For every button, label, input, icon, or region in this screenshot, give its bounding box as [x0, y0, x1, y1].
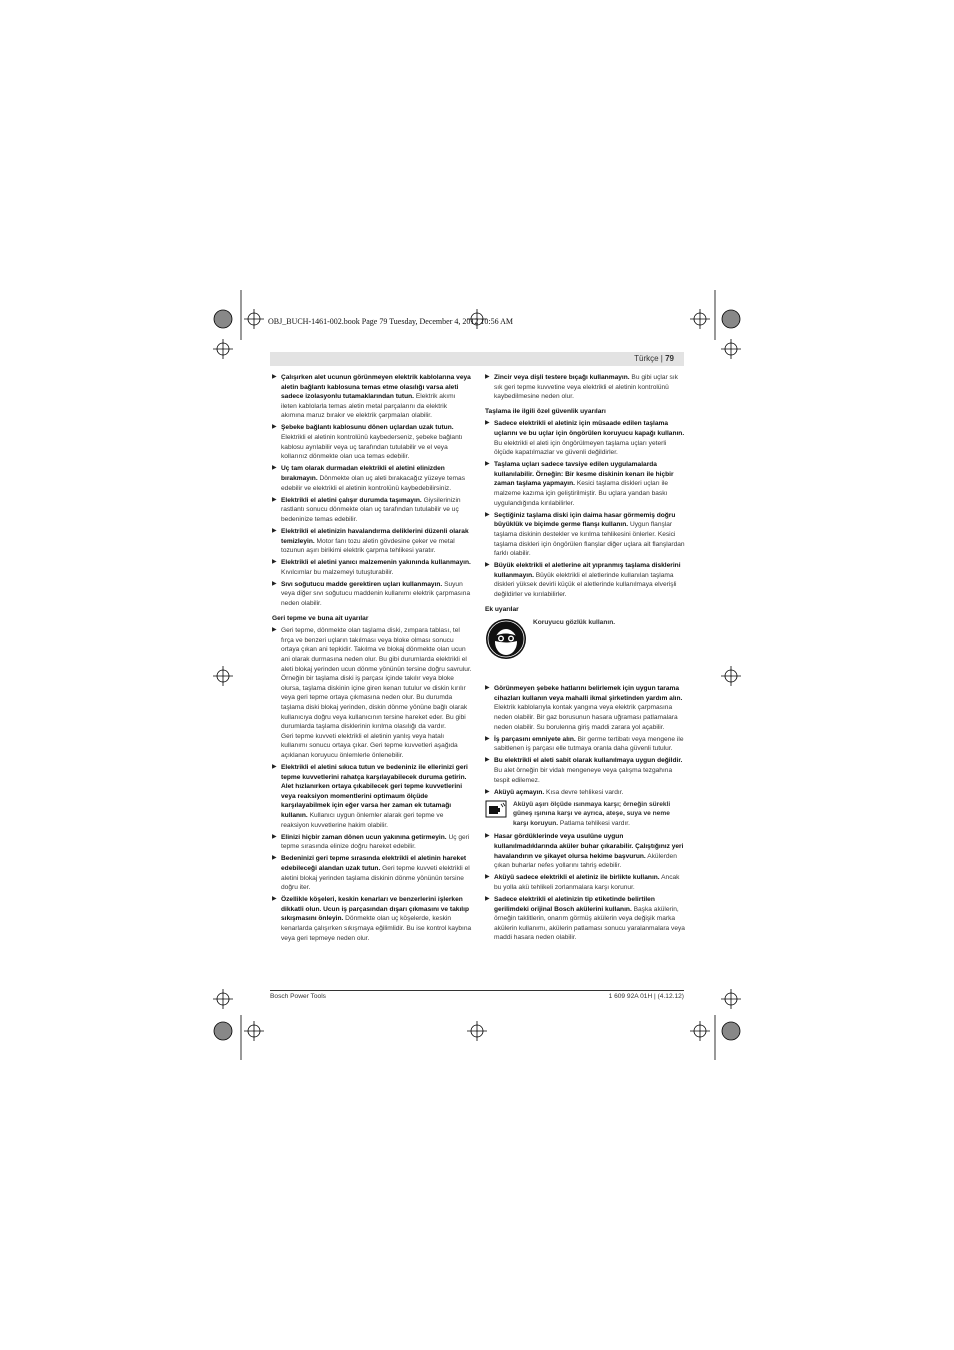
right-column: [485, 373, 685, 946]
list-item: ▶ Elinizi hiçbir zaman dönen ucun yakınına getirmeyin. Uç geri tepme sırasında elinize doğru hareket edebilir.: [272, 833, 470, 851]
list-item: ▶ Aküyü sadece elektrikli el aletiniz ile birlikte kullanın. Ancak bu yolla akü tehlikeli zorlanmalara karşı korunur.: [485, 874, 680, 891]
left-column: [272, 373, 472, 946]
page-header-label: Türkçe | 79: [634, 354, 674, 363]
list-item: ▶ Zincir veya dişli testere bıçağı kullanmayın. Bu gibi uçlar sık sık geri tepme kuvvetine veya elektrikli el aletinin kontrolünü kaybedilmesine neden olur.: [485, 374, 678, 401]
list-item: ▶ Bu elektrikli el aleti sabit olarak kullanılmaya uygun değildir. Bu alet örneğin bir vidalı mengeneye veya çalışma tezgahına tespit edilemez.: [485, 757, 683, 784]
list-item: ▶ Sadece elektrikli el aletinizin tip etiketinde belirtilen gerilimdeki orijinal Bosch akülerini kullanın. Başka akülerin, örneğin taklitlerin, onarım görmüş akülerin veya değişik marka akülerin kullanımı, akülerin patlaması sonucu yaralanmalara veya maddi hasara neden olabilir.: [485, 896, 685, 942]
list-item: ▶ Çalışırken alet ucunun görünmeyen elektrik kablolarına veya aletin bağlantı kablosuna temas etme olasılığı varsa aleti sadece izolasyonlu tutamaklarından tutun. Elektrik akımı ileten kablolarla temas aletin metal parçalarını da elektrik akımına maruz bırakır ve elektrik çarpmaları olabilir.: [272, 374, 471, 420]
page-number: 79: [665, 354, 674, 363]
paragraph: Geri tepme, dönmekte olan taşlama diski, zımpara tablası, tel fırça ve benzeri uçların takılması veya bloke olması sonucu ortaya çıkan ani tepkidir. Takılma ve blokaj dönmekte olan ucun ani olarak durmasına neden olur. Bu gibi durumlarda elektrikli el aleti blokaj yerinden ucun dönme yönünün tersine doğru savrulur.: [281, 627, 472, 673]
list-item: ▶ Uç tam olarak durmadan elektrikli el aletini elinizden bırakmayın. Dönmekte olan uç aleti bırakacağız yüzeye temas edebilir ve elektrikli el aletinin kontrolünü kaybedebilirsiniz.: [272, 465, 465, 492]
list-item: ▶ İş parçasını emniyete alın. Bir germe tertibatı veya mengene ile sabitlenen iş parçası elle tutmaya oranla daha güvenli tutulur.: [485, 735, 684, 753]
battery-heat-warning-icon: [485, 800, 507, 818]
list-item: ▶ Aküyü açmayın. Kısa devre tehlikesi vardır.: [485, 788, 624, 796]
list-item: ▶ Seçtiğiniz taşlama diski için daima hasar görmemiş doğru büyüklük ve biçimde germe flanşı kullanın. Uygun flanşlar taşlama diskinin destekler ve kırılma tehlikesini önlerler. Kesici taşlama diskleri için öngörülen flanşlar diğer uçlara ait flanşlardan farklı olabilir.: [485, 511, 685, 558]
battery-note-text: Aküyü aşırı ölçüde ısınmaya karşı; örneğin sürekli güneş ışınına karşı ve ayrıca, ateşe, suya ve neme karşı koruyun. Patlama tehlikesi vardır.: [513, 800, 671, 827]
section-heading: Taşlama ile ilgili özel güvenlik uyarıları: [485, 407, 606, 415]
list-item: ▶ Görünmeyen şebeke hatlarını belirlemek için uygun tarama cihazları kullanın veya mahalli ikmal şirketinden yardım alın. Elektrik kablolarıyla kontak yangına veya elektrik çarpmasına neden olabilir. Bir gaz borusunun hasara uğraması patlamalara neden olabilir. Su borulenna giriş maddi zarara yol açabilir.: [485, 685, 683, 731]
footer-divider: [270, 990, 684, 991]
list-item: ▶ Hasar gördüklerinde veya usulüne uygun kullanılmadıklarında aküler buhar çıkarabilir. Çalıştığınız yeri havalandırın ve şikayet olursa hekime başvurun. Akülerden çıkan buharlar nefes yollarını tahriş edebilir.: [485, 833, 684, 870]
section-heading: Geri tepme ve buna ait uyarılar: [272, 614, 369, 622]
list-item: ▶ Taşlama uçları sadece tavsiye edilen uygulamalarda kullanılabilir. Örneğin: Bir kesme diskinin kenarı ile hiçbir zaman taşlama yapmayın. Kesici taşlama diskleri uçları ile malzeme kazıma için geliştirilmiştir. Bu uçlara yandan baskı uygulandığında kırılabilirler.: [485, 461, 674, 507]
list-item: ▶ Büyük elektrikli el aletlerine ait yıpranmış taşlama disklerini kullanmayın. Büyük elektrikli el aletlerinde kullanılan taşlama diskleri yüksek devirli küçük el aletlerinde kullanılmaya elverişli değildirler ve kırılabilirler.: [485, 562, 681, 598]
paragraph: Örneğin bir taşlama diski iş parçası içinde takılır veya bloke olursa, taşlama diskinin içine giren kenarı tutulur ve diskin kırılır veya geri tepme ortaya çıkmasına neden olur. Bu durumda taşlama diski blokaj yerinden, diskin dönme yönüne bağlı olarak kullanıcıya doğru veya kullanıcının tersine hareket eder. Bu gibi durumlarda taşlama disklerinin kırılma olasılığı da vardır.: [281, 675, 468, 731]
page-header: [270, 352, 684, 366]
section-heading: Ek uyarılar: [485, 605, 519, 613]
goggles-label: Koruyucu gözlük kullanın.: [533, 619, 616, 627]
battery-heat-notice: [485, 800, 685, 829]
safety-goggles-icon: [485, 618, 527, 660]
list-item: ▶ Sıvı soğutucu madde gerektiren uçları kullanmayın. Suyun veya diğer sıvı soğutucu maddenin kullanımı elektrik çarpmasına neden olabilir.: [272, 580, 471, 608]
list-item: ▶ Elektrikli el aletini yanıcı malzemenin yakınında kullanmayın. Kıvılcımlar bu malzemeyi tutuşturabilir.: [272, 559, 471, 576]
list-item: ▶ Elektrikli el aletini çalışır durumda taşımayın. Giysilerinizin rastlantı sonucu dönmekte olan uç tarafından tutulabilir ve uç bedeninize temas edebilir.: [272, 496, 461, 523]
list-item: ▶ Elektrikli el aletini sıkıca tutun ve bedeniniz ile ellerinizi geri tepme kuvvetlerini rahatça karşılayabilecek duruma getirin. Alet hızlanırken ortaya çıkabilecek geri tepme kuvvetlerini veya reaksiyon momentlerini optimaum ölçüde karşılayabilmek için eğer varsa her zaman ek tutamağı kullanın. Kullanıcı uygun önlemler alarak geri tepme ve reaksiyon kuvvetlerine hakim olabilir.: [272, 764, 468, 829]
footer-right: 1 609 92A 01H | (4.12.12): [608, 993, 684, 1000]
list-item: ▶ Özellikle köşeleri, keskin kenarları ve benzerlerini işlerken dikkatli olun. Ucun iş parçasından dışarı çıkmasını ve takılıp sıkışmasını önleyin. Dönmekte olan uç köşelerde, keskin kenarlarda çalışırken sıkışmaya eğilimlidir. Bu ise kontrol kaybına veya geri tepmeye neden olur.: [272, 896, 472, 942]
list-item: ▶ Şebeke bağlantı kablosunu dönen uçlardan uzak tutun. Elektrikli el aletinin kontrolünü kaybederseniz, şebeke bağlantı kablosu ayrılabilir veya uç tarafından tutulabilir ve el veya kollarınız dönmekte olan uca temas edebilir.: [272, 424, 463, 461]
footer-left: Bosch Power Tools: [270, 993, 326, 1000]
list-item: ▶ Elektrikli el aletinizin havalandırma deliklerini düzenli olarak temizleyin. Motor fanı tozu aletin gövdesine çeker ve metal tozunun aşırı birikimi elektrik çarpma tehlikesi yaratır.: [272, 527, 469, 555]
print-slug: OBJ_BUCH-1461-002.book Page 79 Tuesday, December 4, 2012 10:56 AM: [268, 317, 514, 326]
goggles-notice: [485, 618, 685, 660]
list-item: ▶ Bedeninizi geri tepme sırasında elektrikli el aletinin hareket edebileceği alandan uzak tutun. Geri tepme kuvveti elektrikli el aletini blokaj yerinden taşlama diskinin dönme yönünün tersine doğru iter.: [272, 855, 470, 892]
list-item: ▶ Sadece elektrikli el aletiniz için müsaade edilen taşlama uçlarını ve bu uçlar için öngörülen koruyucu kapağı kullanın. Bu elektrikli el aleti için öngörülmeyen taşlama uçları yeterli ölçüde kapatılmazlar ve güvenli değildirler.: [485, 420, 685, 457]
paragraph: Geri tepme kuvveti elektrikli el aletinin yanlış veya hatalı kullanımı sonucu ortaya çıkar. Geri tepme kuvvetleri aşağıda açıklanan koruyucu önlemlerle önlenebilir.: [281, 732, 458, 759]
list-item: ▶ Geri tepme, dönmekte olan taşlama diski, zımpara tablası, tel fırça ve benzeri uçların takılması veya bloke olması sonucu ortaya çıkan ani tepkidir. Takılma ve blokaj dönmekte olan ucun ani olarak durmasına neden olur. Bu gibi durumlarda elektrikli el aleti blokaj yerinden ucun dönme yönünün tersine doğru savrulur. Örneğin bir taşlama diski iş parçası içinde takılır veya bloke olursa, taşlama diskinin içine giren kenarı tutulur ve diskin kırılır veya geri tepme ortaya çıkmasına neden olur. Bu durumda taşlama diski blokaj yerinden, diskin dönme yönüne bağlı olarak kullanıcıya doğru veya kullanıcının tersine hareket eder. Bu gibi durumlarda taşlama disklerinin kırılma olasılığı da vardır. Geri tepme kuvveti elektrikli el aletinin yanlış veya hatalı kullanımı sonucu ortaya çıkar. Geri tepme kuvvetleri aşağıda açıklanan koruyucu önlemlerle önlenebilir.: [272, 627, 472, 759]
